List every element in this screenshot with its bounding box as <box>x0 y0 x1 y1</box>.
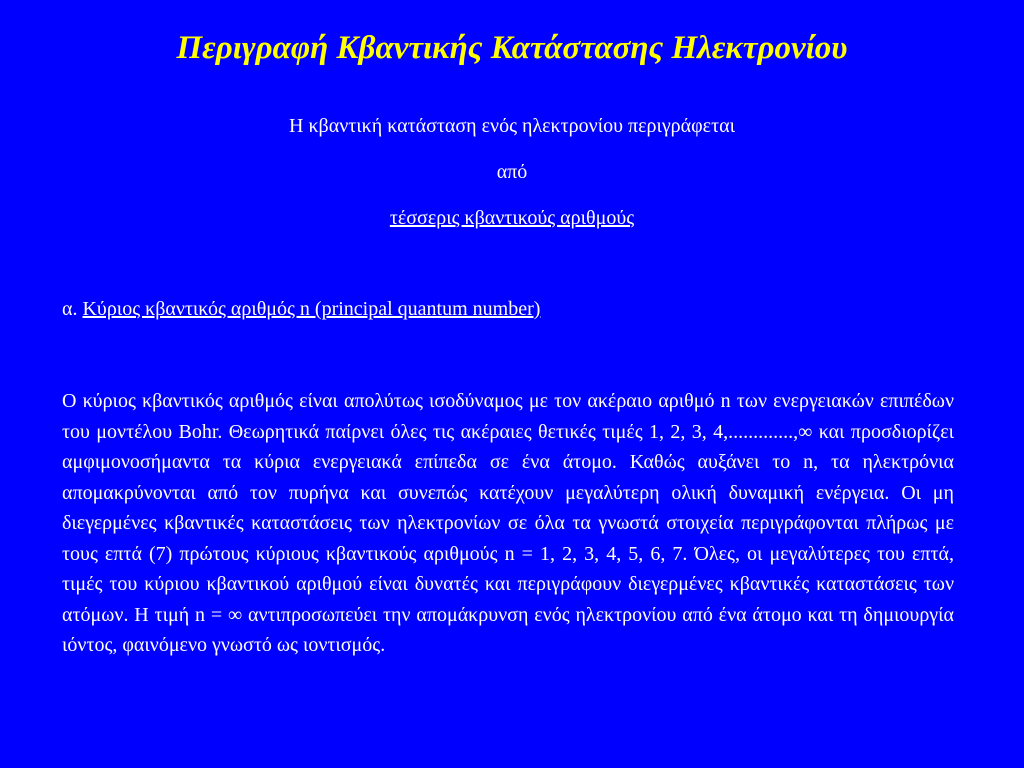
intro-line-2: από <box>496 161 528 183</box>
intro-line-1: Η κβαντική κατάσταση ενός ηλεκτρονίου περιγράφεται <box>289 115 735 137</box>
list-item-prefix: α. <box>62 298 83 320</box>
four-quantum-numbers-text: τέσσερις κβαντικούς αριθμούς <box>389 207 635 229</box>
list-item-principal-quantum-number <box>62 296 540 322</box>
slide-title: Περιγραφή Κβαντικής Κατάστασης Ηλεκτρονίου <box>176 30 848 66</box>
body-paragraph: Ο κύριος κβαντικός αριθμός είναι απολύτως ισοδύναμος με τον ακέραιο αριθμό n των ενεργειακών επιπέδων του μοντέλου Bohr. Θεωρητικά παίρνει όλες τις ακέραιες θετικές τιμές 1, 2, 3, 4,.............,∞ και προσδιορίζει αμφιμονοσήμαντα τα κύρια ενεργειακά επίπεδα σε ένα άτομο. Καθώς αυξάνει το n, τα ηλεκτρόνια απομακρύνονται από τον πυρήνα και συνεπώς κατέχουν μεγαλύτερη ολική δυναμική ενέργεια. Οι μη διεγερμένες κβαντικές καταστάσεις των ηλεκτρονίων σε όλα τα γνωστά στοιχεία περιγράφονται πλήρως με τους επτά (7) πρώτους κύριους κβαντικούς αριθμούς n = 1, 2, 3, 4, 5, 6, 7. Όλες, οι μεγαλύτερες του επτά, τιμές του κύριου κβαντικού αριθμού είναι δυνατές και περιγράφουν διεγερμένες κβαντικές καταστάσεις των ατόμων. Η τιμή n = ∞ αντιπροσωπεύει την απομάκρυνση ενός ηλεκτρονίου από ένα άτομο και τη δημιουργία ιόντος, φαινόμενο γνωστό ως ιοντισμός. <box>62 390 954 656</box>
list-item-label: Κύριος κβαντικός αριθμός n (principal quantum number) <box>82 298 541 320</box>
intro-line-3 <box>0 205 1024 231</box>
